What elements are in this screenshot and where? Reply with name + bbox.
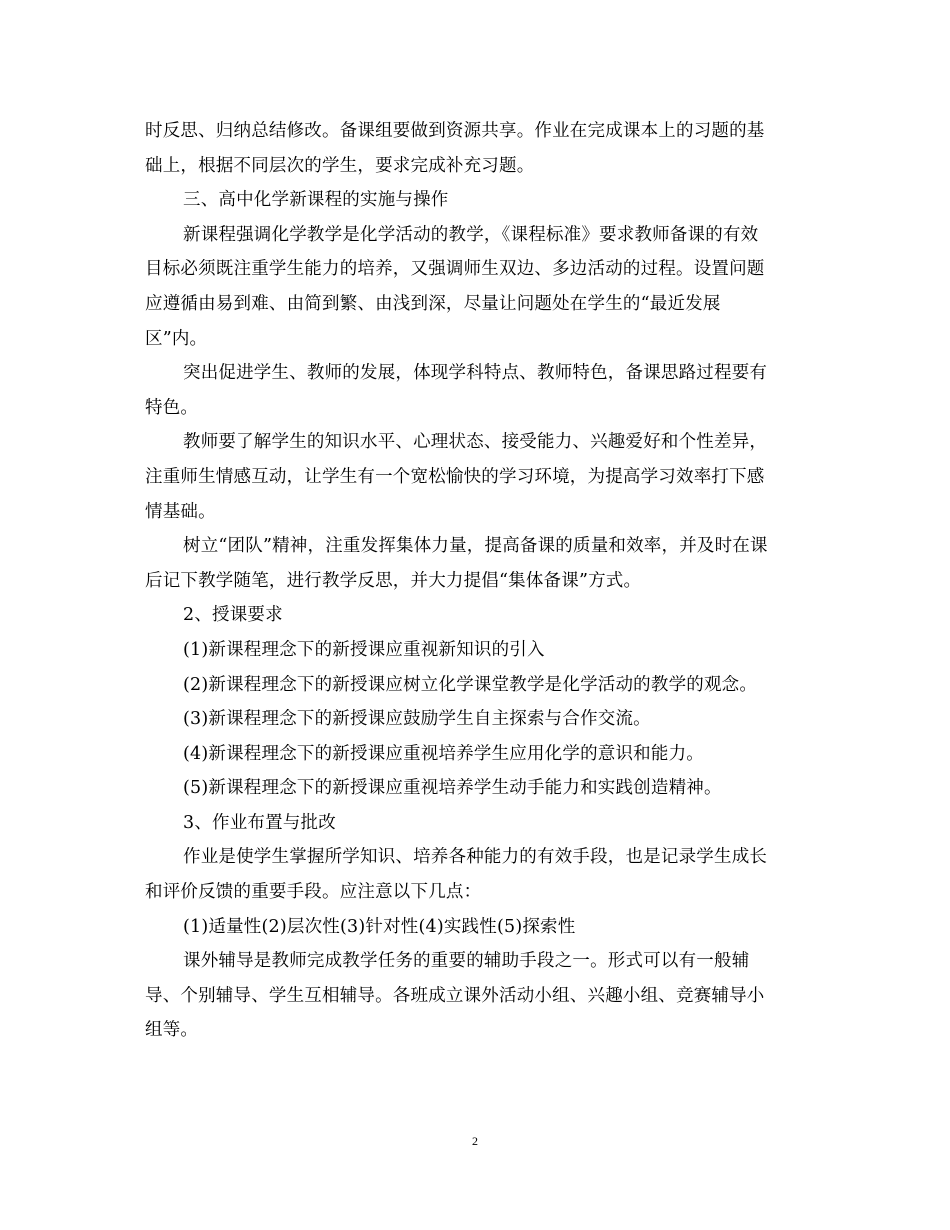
text-line: 3、作业布置与批改 — [183, 812, 336, 833]
text-line: 注重师生情感互动，让学生有一个宽松愉快的学习环境，为提高学习效率打下感 — [145, 466, 765, 487]
text-line: 后记下教学随笔，进行教学反思，并大力提倡“集体备课”方式。 — [145, 570, 642, 591]
text-line: 应遵循由易到难、由简到繁、由浅到深，尽量让问题处在学生的“最近发展 — [145, 293, 721, 314]
text-line: 和评价反馈的重要手段。应注意以下几点： — [145, 882, 482, 903]
text-line: 新课程强调化学教学是化学活动的教学，《课程标准》要求教师备课的有效 — [183, 224, 759, 245]
text-line: (4)新课程理念下的新授课应重视培养学生应用化学的意识和能力。 — [183, 743, 704, 764]
text-line: 导、个别辅导、学生互相辅导。各班成立课外活动小组、兴趣小组、竞赛辅导小 — [145, 985, 765, 1006]
page-number: 2 — [472, 1134, 478, 1148]
text-line: 时反思、归纳总结修改。备课组要做到资源共享。作业在完成课本上的习题的基 — [145, 121, 765, 141]
text-line: 突出促进学生、教师的发展，体现学科特点、教师特色，备课思路过程要有 — [183, 363, 768, 384]
text-line: (1)适量性(2)层次性(3)针对性(4)实践性(5)探索性 — [183, 916, 576, 937]
text-line: 特色。 — [145, 397, 199, 418]
text-line: (3)新课程理念下的新授课应鼓励学生自主探索与合作交流。 — [183, 709, 651, 730]
text-line: 组等。 — [145, 1020, 199, 1041]
text-line: 区”内。 — [145, 328, 208, 349]
text-line: 2、授课要求 — [183, 605, 283, 626]
text-line: 教师要了解学生的知识水平、心理状态、接受能力、兴趣爱好和个性差异， — [183, 432, 768, 453]
text-line: (2)新课程理念下的新授课应树立化学课堂教学是化学活动的教学的观念。 — [183, 674, 758, 695]
text-line: 目标必须既注重学生能力的培养，又强调师生双边、多边活动的过程。设置问题 — [145, 259, 765, 280]
text-line: 作业是使学生掌握所学知识、培养各种能力的有效手段，也是记录学生成长 — [183, 847, 768, 868]
text-line: 树立“团队”精神，注重发挥集体力量，提高备课的质量和效率，并及时在课 — [183, 536, 768, 557]
text-line: 础上，根据不同层次的学生，要求完成补充习题。 — [145, 155, 535, 176]
text-line: (5)新课程理念下的新授课应重视培养学生动手能力和实践创造精神。 — [183, 778, 722, 799]
text-line: (1)新课程理念下的新授课应重视新知识的引入 — [183, 639, 545, 660]
document-body — [145, 114, 810, 1048]
text-line: 情基础。 — [145, 501, 216, 522]
text-line: 课外辅导是教师完成教学任务的重要的辅助手段之一。形式可以有一般辅 — [183, 951, 750, 972]
text-line: 三、高中化学新课程的实施与操作 — [183, 190, 449, 211]
